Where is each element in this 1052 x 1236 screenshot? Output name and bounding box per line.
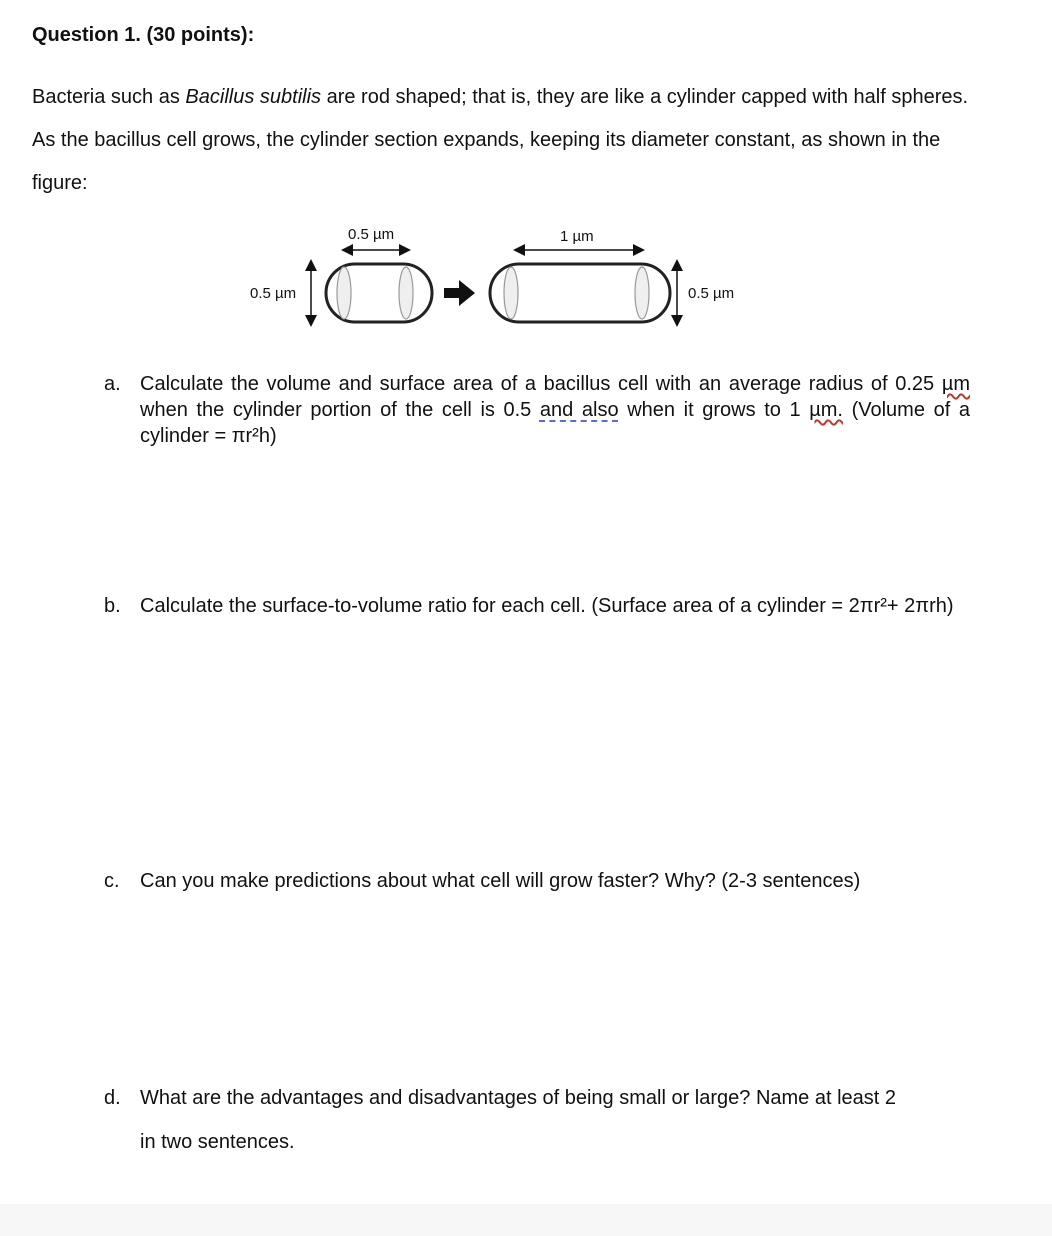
question-c-text: Can you make predictions about what cell will grow faster? Why? (2-3 sentences) [140,870,861,892]
question-b [104,593,970,619]
bacillus-growth-figure [240,222,760,334]
cell1-length-label: 0.5 µm [348,226,395,243]
small-bacillus-cell [326,264,432,322]
page-bottom-strip [0,1204,1052,1236]
growth-arrow [444,280,475,306]
left-diameter-label: 0.5 µm [250,285,297,302]
question-b-letter: b. [104,595,121,617]
unit-um-flagged-2: µm. [809,399,843,421]
unit-um-flagged: µm [941,373,970,395]
cell2-length-label: 1 µm [560,228,594,245]
question-b-text: Calculate the surface-to-volume ratio for each cell. (Surface area of a cylinder = 2πr²+ 2πrh) [140,595,954,617]
and-also-flagged: and also [539,399,619,421]
question-d [104,1085,970,1164]
intro-text-after: are rod shaped; that is, they are like a cylinder capped with half spheres. As the bacillus cell grows, the cylinder section expands, keeping its diameter constant, as shown in the figure: [32,86,969,194]
question-d-letter: d. [104,1087,121,1109]
species-name: Bacillus subtilis [185,86,322,108]
question-c-letter: c. [104,870,120,892]
question-a-text: Calculate the volume and surface area of a bacillus cell with an average radius of 0.25 µm when the cylinder portion of the cell is 0.5 and also when it grows to 1 µm. (Volume of a cylinder = πr²h) [140,373,970,447]
question-a-letter: a. [104,373,121,395]
question-d-text [140,1076,970,1164]
question-c [104,868,970,894]
figure-drawing [240,222,760,334]
question-heading: Question 1. (30 points): [32,24,255,46]
intro-paragraph [32,76,992,205]
right-diameter-label: 0.5 µm [688,285,735,302]
question-d-line2: in two sentences. [140,1131,295,1153]
question-a [104,371,970,449]
large-bacillus-cell [490,264,670,322]
question-d-line1: What are the advantages and disadvantages of being small or large? Name at least 2 [140,1087,897,1109]
intro-text-before: Bacteria such as [32,86,186,108]
